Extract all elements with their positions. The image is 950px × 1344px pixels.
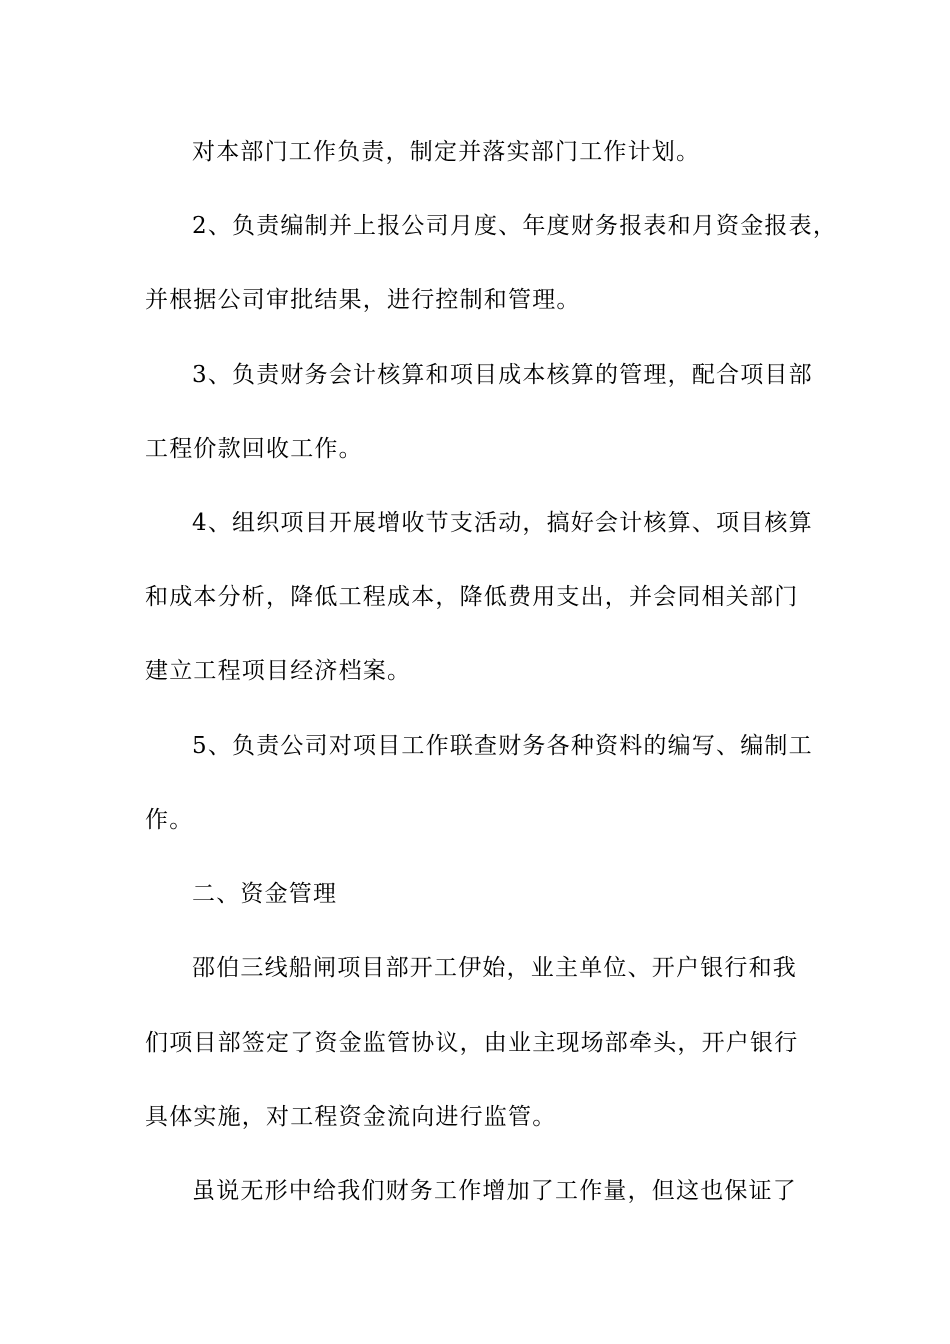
text-line: 们项目部签定了资金监管协议，由业主现场部牵头，开户银行: [145, 1030, 799, 1056]
text-line: 4、组织项目开展增收节支活动，搞好会计核算、项目核算: [192, 510, 813, 536]
text-line: 虽说无形中给我们财务工作增加了工作量，但这也保证了: [192, 1178, 797, 1204]
text-line: 作。: [145, 807, 194, 833]
text-line: 建立工程项目经济档案。: [145, 658, 412, 684]
text-line: 3、负责财务会计核算和项目成本核算的管理，配合项目部: [192, 362, 813, 388]
section-heading: 二、资金管理: [192, 881, 338, 907]
text-line: 5、负责公司对项目工作联查财务各种资料的编写、编制工: [192, 733, 813, 759]
text-line: 工程价款回收工作。: [145, 436, 363, 462]
text-line: 和成本分析，降低工程成本，降低费用支出，并会同相关部门: [145, 584, 799, 610]
text-line: 具体实施，对工程资金流向进行监管。: [145, 1104, 557, 1130]
text-line: 对本部门工作负责，制定并落实部门工作计划。: [192, 139, 701, 165]
text-line: 并根据公司审批结果，进行控制和管理。: [145, 287, 581, 313]
text-line: 2、负责编制并上报公司月度、年度财务报表和月资金报表，: [192, 213, 838, 239]
text-line: 邵伯三线船闸项目部开工伊始，业主单位、开户银行和我: [192, 955, 797, 981]
